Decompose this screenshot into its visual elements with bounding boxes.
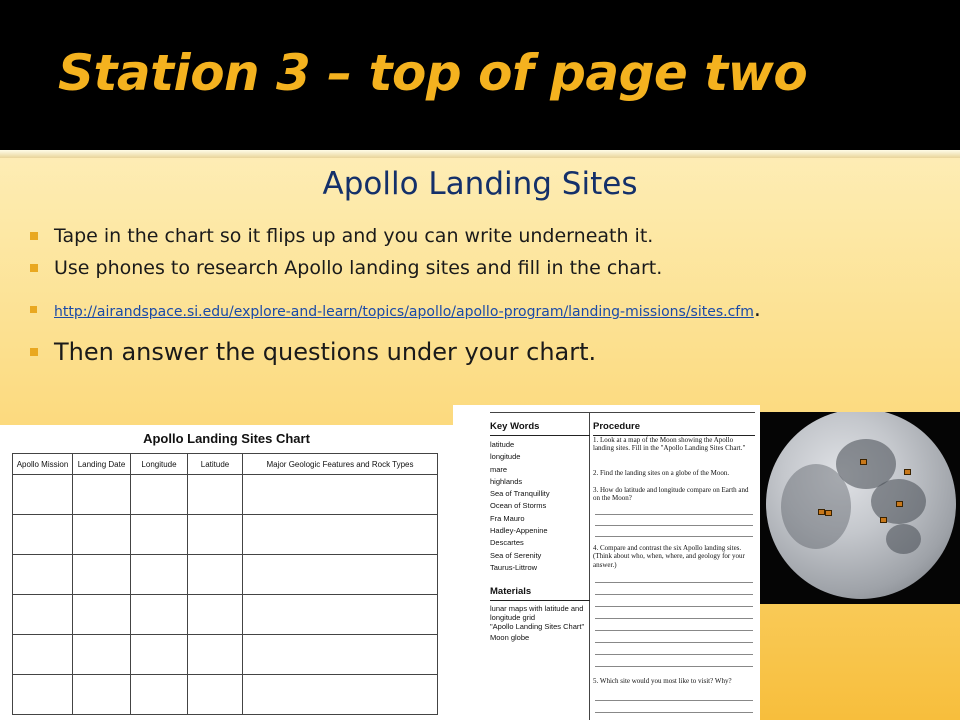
procedure-step: 5. Which site would you most like to visit? Why?	[593, 677, 732, 685]
column-header: Landing Date	[73, 454, 131, 475]
key-word: Ocean of Storms	[490, 501, 547, 511]
material-item: Moon globe	[490, 633, 530, 642]
key-word: Hadley-Appenine	[490, 526, 548, 536]
key-word: Sea of Serenity	[490, 550, 542, 560]
answer-line	[595, 536, 753, 537]
answer-line	[595, 582, 753, 583]
bullet-item	[28, 334, 948, 370]
chart-header-row	[13, 454, 438, 475]
bullet-text: Tape in the chart so it flips up and you can write underneath it.	[54, 225, 654, 247]
landing-site-marker	[880, 517, 887, 523]
key-word: longitude	[490, 452, 521, 462]
bullet-item	[28, 288, 948, 334]
moon-photo	[760, 412, 960, 604]
key-word: latitude	[490, 440, 515, 449]
bullet-item	[28, 252, 948, 284]
table-row	[13, 475, 438, 515]
chart-title: Apollo Landing Sites Chart	[143, 431, 310, 446]
procedure-heading: Procedure	[593, 420, 755, 436]
column-header: Apollo Mission	[13, 454, 73, 475]
slide-title: Station 3 – top of page two	[58, 44, 808, 102]
bullet-marker-icon	[30, 264, 38, 272]
answer-line	[595, 594, 753, 595]
answer-line	[595, 630, 753, 631]
moon-icon	[766, 412, 956, 599]
worksheet-top-rule	[490, 412, 755, 413]
answer-line	[595, 666, 753, 667]
key-words-heading: Key Words	[490, 420, 590, 436]
bullet-item	[28, 220, 948, 252]
procedure-step: 3. How do latitude and longitude compare on Earth and on the Moon?	[593, 486, 749, 503]
key-word: Fra Mauro	[490, 513, 525, 523]
landing-site-marker	[860, 459, 867, 465]
key-words-section	[490, 420, 590, 574]
key-word: Sea of Tranquillity	[490, 489, 550, 499]
procedure-step: 4. Compare and contrast the six Apollo landing sites. (Think about who, when, where, and geology for your answer.)	[593, 544, 745, 569]
answer-line	[595, 712, 753, 713]
resource-link[interactable]: http://airandspace.si.edu/explore-and-learn/topics/apollo/apollo-program/landing-missions/sites.cfm	[54, 304, 754, 320]
table-row	[13, 555, 438, 595]
answer-line	[595, 700, 753, 701]
procedure-step: 2. Find the landing sites on a globe of the Moon.	[593, 469, 730, 477]
link-trailing-period: .	[753, 297, 761, 322]
bullet-marker-icon	[30, 348, 38, 356]
bullet-text: Use phones to research Apollo landing sites and fill in the chart.	[54, 257, 663, 279]
bullet-text: Then answer the questions under your chart.	[54, 338, 597, 366]
materials-section	[490, 585, 590, 642]
material-item: "Apollo Landing Sites Chart"	[490, 622, 585, 631]
mare-shading	[781, 464, 851, 549]
landing-site-marker	[896, 501, 903, 507]
answer-line	[595, 525, 753, 526]
material-item: lunar maps with latitude and longitude grid	[490, 604, 584, 622]
title-divider	[0, 150, 960, 158]
procedure-section	[593, 420, 755, 685]
worksheet-image	[453, 405, 760, 720]
answer-line	[595, 654, 753, 655]
column-header: Longitude	[131, 454, 188, 475]
landing-site-marker	[825, 510, 832, 516]
column-header: Latitude	[188, 454, 243, 475]
key-word: mare	[490, 464, 508, 474]
table-row	[13, 595, 438, 635]
chart-table	[12, 453, 438, 715]
answer-line	[595, 606, 753, 607]
table-row	[13, 675, 438, 715]
bullet-marker-icon	[30, 306, 37, 313]
answer-line	[595, 514, 753, 515]
key-word: highlands	[490, 476, 523, 486]
landing-site-marker	[818, 509, 825, 515]
table-row	[13, 635, 438, 675]
key-word: Taurus-Littrow	[490, 562, 538, 572]
bullet-marker-icon	[30, 232, 38, 240]
answer-line	[595, 618, 753, 619]
mare-shading	[886, 524, 921, 554]
table-row	[13, 515, 438, 555]
materials-heading: Materials	[490, 585, 590, 601]
column-header: Major Geologic Features and Rock Types	[243, 454, 438, 475]
key-word: Descartes	[490, 538, 524, 548]
answer-line	[595, 642, 753, 643]
landing-site-marker	[904, 469, 911, 475]
bullet-list	[28, 220, 948, 370]
slide-subtitle: Apollo Landing Sites	[322, 166, 638, 202]
landing-sites-chart-image	[0, 425, 453, 720]
procedure-step: 1. Look at a map of the Moon showing the Apollo landing sites. Fill in the "Apollo Landing Sites Chart."	[593, 436, 746, 453]
